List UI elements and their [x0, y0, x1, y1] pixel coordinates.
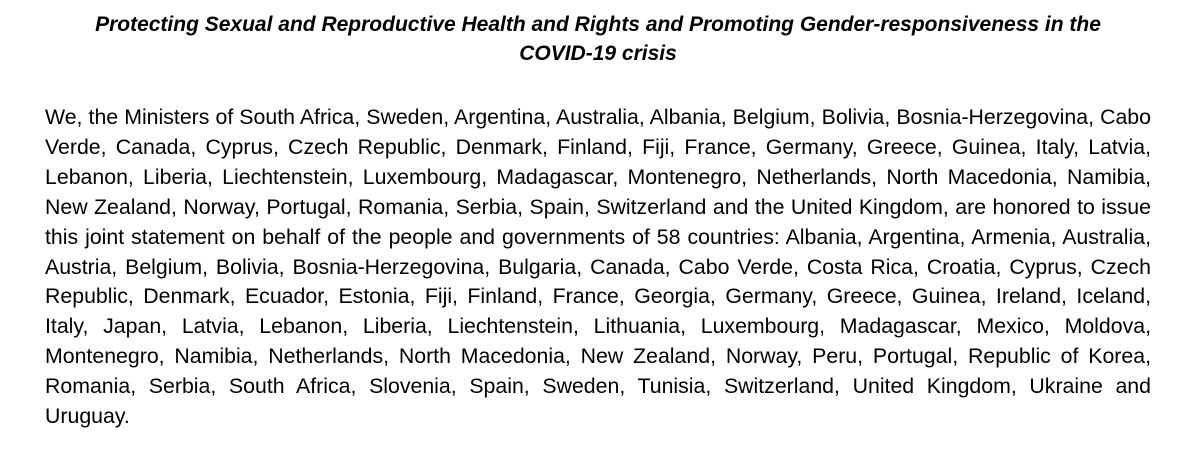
document-title: Protecting Sexual and Reproductive Health and Rights and Promoting Gender-responsiveness in the COVID-19 crisis	[95, 13, 1101, 65]
document-page	[45, 0, 1151, 432]
document-body-paragraph: We, the Ministers of South Africa, Sweden, Argentina, Australia, Albania, Belgium, Bolivia, Bosnia-Herzegovina, Cabo Verde, Canada, Cyprus, Czech Republic, Denmark, Finland, Fiji, France, Germany, Greece, Guinea, Italy, Latvia, Lebanon, Liberia, Liechtenstein, Luxembourg, Madagascar, Montenegro, Netherlands, North Macedonia, Namibia, New Zealand, Norway, Portugal, Romania, Serbia, Spain, Switzerland and the United Kingdom, are honored to issue this joint statement on behalf of the people and governments of 58 countries: Albania, Argentina, Armenia, Australia, Austria, Belgium, Bolivia, Bosnia-Herzegovina, Bulgaria, Canada, Cabo Verde, Costa Rica, Croatia, Cyprus, Czech Republic, Denmark, Ecuador, Estonia, Fiji, Finland, France, Georgia, Germany, Greece, Guinea, Ireland, Iceland, Italy, Japan, Latvia, Lebanon, Liberia, Liechtenstein, Lithuania, Luxembourg, Madagascar, Mexico, Moldova, Montenegro, Namibia, Netherlands, North Macedonia, New Zealand, Norway, Peru, Portugal, Republic of Korea, Romania, Serbia, South Africa, Slovenia, Spain, Sweden, Tunisia, Switzerland, United Kingdom, Ukraine and Uruguay.	[45, 105, 1151, 429]
